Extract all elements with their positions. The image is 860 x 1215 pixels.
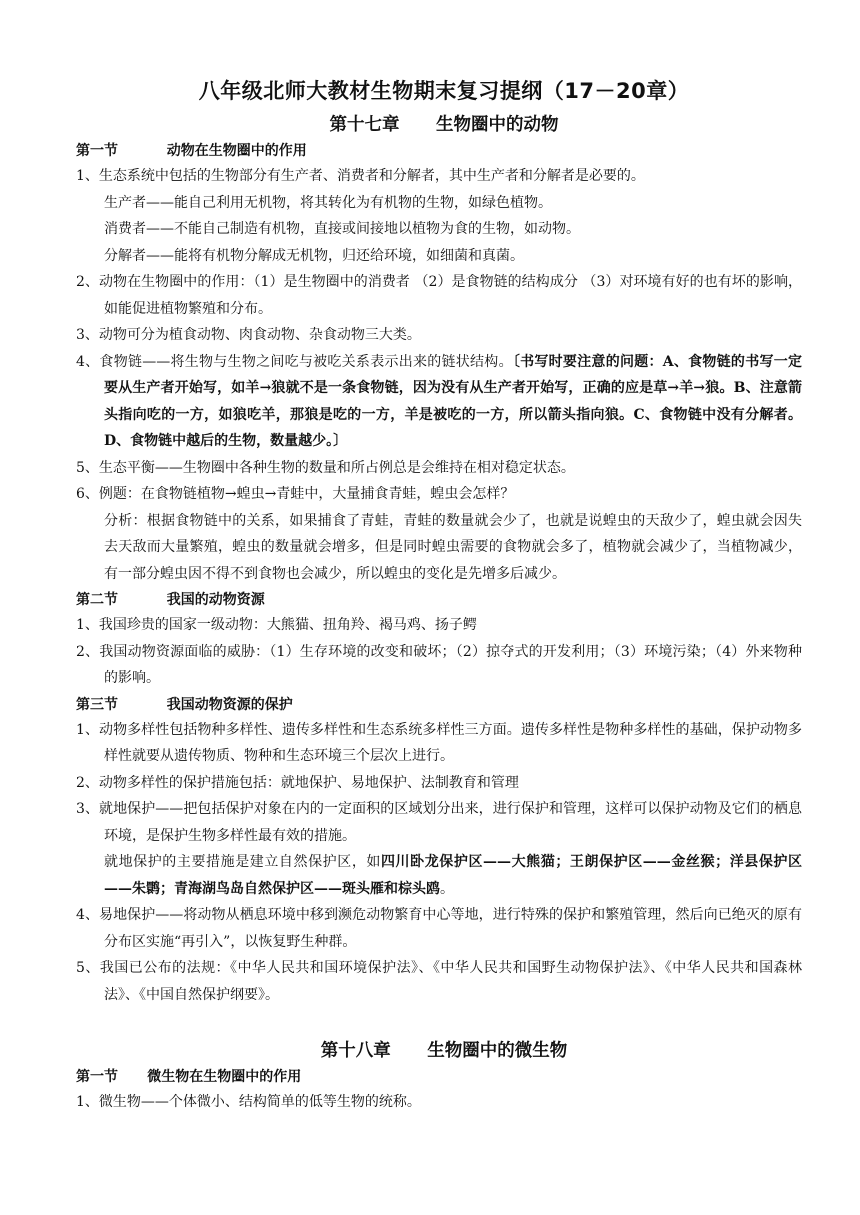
paragraph-1: 1、生态系统中包括的生物部分有生产者、消费者和分解者，其中生产者和分解者是必要的。 (76, 168, 645, 184)
paragraph-producer: 生产者——能自己利用无机物，将其转化为有机物的生物，如绿色植物。 (104, 194, 552, 211)
in-situ-reserves: 四川卧龙保护区——大熊猫；王朗保护区——金丝猴；洋县保护区——朱鹮；青海湖鸟岛自然保护区——斑头雁和棕头鸥 (104, 854, 803, 897)
paragraph-6: 6、例题：在食物链植物→蝗虫→青蛙中，大量捕食青蛙，蝗虫会怎样？ (76, 486, 515, 502)
paragraph-consumer: 消费者——不能自己制造有机物，直接或间接地以植物为食的生物，如动物。 (104, 221, 580, 237)
paragraph-4: 4、易地保护——将动物从栖息环境中移到濒危动物繁育中心等地，进行特殊的保护和繁殖管理，然后向已绝灭的原有分布区实施“再引入”，以恢复野生种群。 (76, 907, 802, 950)
section-title: 第一节 动物在生物圈中的作用 (76, 143, 307, 159)
paragraph-2: 2、动物多样性的保护措施包括：就地保护、易地保护、法制教育和管理 (76, 774, 519, 791)
section-1 (76, 140, 802, 587)
section-title: 第一节 微生物在生物圈中的作用 (76, 1069, 302, 1085)
in-situ-lead: 就地保护的主要措施是建立自然保护区，如 (104, 854, 381, 870)
document-page (76, 76, 802, 1116)
paragraph-3: 3、动物可分为植食动物、肉食动物、杂食动物三大类。 (76, 327, 421, 343)
chapter-title: 第十八章 生物圈中的微生物 (320, 1041, 568, 1061)
chapter-18 (76, 1038, 802, 1116)
section-1 (76, 1066, 802, 1116)
chapter-title: 第十七章 生物圈中的动物 (329, 115, 559, 135)
section-3 (76, 694, 802, 1009)
in-situ-end: 。 (440, 880, 454, 897)
paragraph-2: 2、我国动物资源面临的威胁：（1）生存环境的改变和破坏；（2）掠夺式的开发利用；（3）环境污染；（4）外来物种的影响。 (76, 643, 802, 686)
section-title: 第三节 我国动物资源的保护 (76, 696, 293, 713)
paragraph-in-situ-measures (76, 849, 802, 902)
paragraph-5: 5、生态平衡——生物圈中各种生物的数量和所占例总是会维持在相对稳定状态。 (76, 459, 575, 476)
paragraph-5: 5、我国已公布的法规：《中华人民共和国环境保护法》、《中华人民共和国野生动物保护法》、《中华人民共和国森林法》、《中国自然保护纲要》。 (76, 960, 802, 1003)
paragraph-2: 2、动物在生物圈中的作用：（1）是生物圈中的消费者 （2）是食物链的结构成分 （3）对环境有好的也有坏的影响，如能促进植物繁殖和分布。 (76, 274, 802, 317)
chapter-17 (76, 112, 802, 1008)
document-title: 八年级北师大教材生物期末复习提纲（17－20章） (198, 79, 690, 103)
paragraph-decomposer: 分解者——能将有机物分解成无机物，归还给环境，如细菌和真菌。 (104, 247, 524, 264)
food-chain-definition: 4、食物链——将生物与生物之间吃与被吃关系表示出来的链状结构。 (76, 353, 513, 370)
paragraph-3: 3、就地保护——把包括保护对象在内的一定面积的区域划分出来，进行保护和管理，这样可以保护动物及它们的栖息环境，是保护生物多样性最有效的措施。 (76, 801, 802, 844)
paragraph-4 (76, 349, 802, 455)
section-2 (76, 589, 802, 692)
paragraph-1: 1、动物多样性包括物种多样性、遗传多样性和生态系统多样性三方面。遗传多样性是物种多样性的基础，保护动物多样性就要从遗传物质、物种和生态环境三个层次上进行。 (76, 721, 802, 764)
food-chain-notes: 〔书写时要注意的问题：A、食物链的书写一定要从生产者开始写，如羊→狼就不是一条食物链，因为没有从生产者开始写，正确的应是草→羊→狼。B、注意箭头指向吃的一方，如狼吃羊，那狼是吃的一方，羊是被吃的一方，所以箭头指向狼。C、食物链中没有分解者。D、食物链中越后的生物，数量越少。〕 (104, 353, 802, 449)
paragraph-1: 1、微生物——个体微小、结构简单的低等生物的统称。 (76, 1094, 421, 1110)
paragraph-1: 1、我国珍贵的国家一级动物：大熊猫、扭角羚、褐马鸡、扬子鳄 (76, 617, 477, 633)
section-title: 第二节 我国的动物资源 (76, 592, 265, 608)
paragraph-analysis: 分析：根据食物链中的关系，如果捕食了青蛙，青蛙的数量就会少了，也就是说蝗虫的天敌少了，蝗虫就会因失去天敌而大量繁殖，蝗虫的数量就会增多，但是同时蝗虫需要的食物就会多了，植物就会减少了，当植物减少，有一部分蝗虫因不得不到食物也会减少，所以蝗虫的变化是先增多后减少。 (104, 512, 802, 582)
